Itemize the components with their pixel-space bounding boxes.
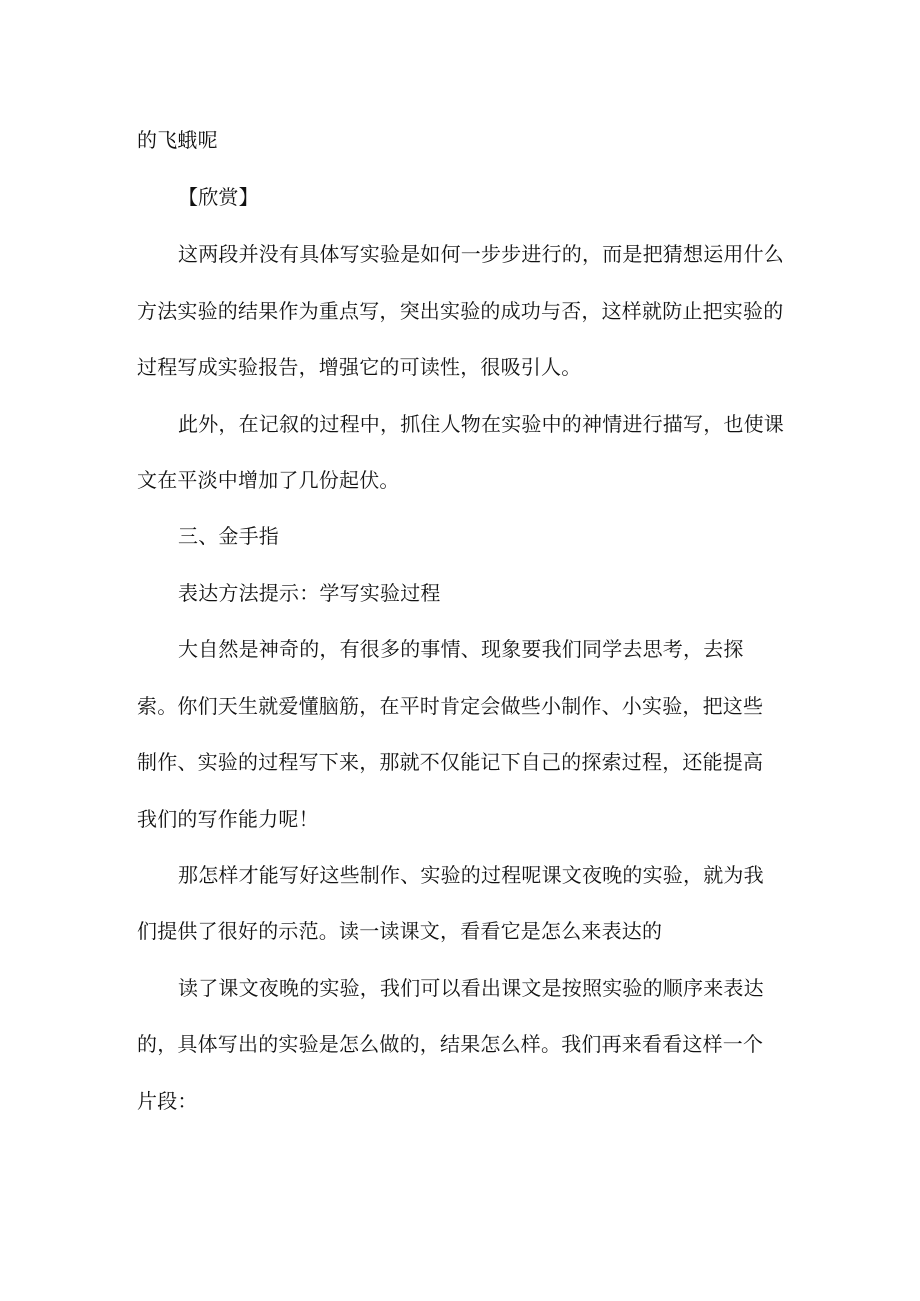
text-line-12: 制作、实验的过程写下来，那就不仅能记下自己的探索过程，还能提高 — [137, 750, 764, 774]
text-line-1: 的飞蛾呢 — [137, 128, 218, 152]
text-line-3: 这两段并没有具体写实验是如何一步步进行的，而是把猜想运用什么 — [178, 242, 784, 266]
text-line-13: 我们的写作能力呢！ — [137, 807, 319, 831]
text-line-6: 此外，在记叙的过程中，抓住人物在实验中的神情进行描写，也使课 — [178, 412, 784, 436]
text-line-4: 方法实验的结果作为重点写，突出实验的成功与否，这样就防止把实验的 — [137, 299, 784, 323]
text-line-17: 的，具体写出的实验是怎么做的，结果怎么样。我们再来看看这样一个 — [137, 1032, 764, 1056]
text-line-15: 们提供了很好的示范。读一读课文，看看它是怎么来表达的 — [137, 919, 663, 943]
text-line-18: 片段： — [137, 1089, 198, 1113]
text-line-10: 大自然是神奇的，有很多的事情、现象要我们同学去思考，去探 — [178, 637, 744, 661]
text-line-11: 索。你们天生就爱懂脑筋，在平时肯定会做些小制作、小实验，把这些 — [137, 694, 764, 718]
subheading-expression-tip: 表达方法提示：学写实验过程 — [178, 581, 441, 605]
text-line-16: 读了课文夜晚的实验，我们可以看出课文是按照实验的顺序来表达 — [178, 976, 764, 1000]
section-heading-golden-finger: 三、金手指 — [178, 524, 279, 548]
text-line-14: 那怎样才能写好这些制作、实验的过程呢课文夜晚的实验，就为我 — [178, 863, 764, 887]
section-heading-appreciation: 【欣赏】 — [178, 185, 259, 209]
text-line-5: 过程写成实验报告，增强它的可读性，很吸引人。 — [137, 355, 582, 379]
text-line-7: 文在平淡中增加了几份起伏。 — [137, 468, 400, 492]
